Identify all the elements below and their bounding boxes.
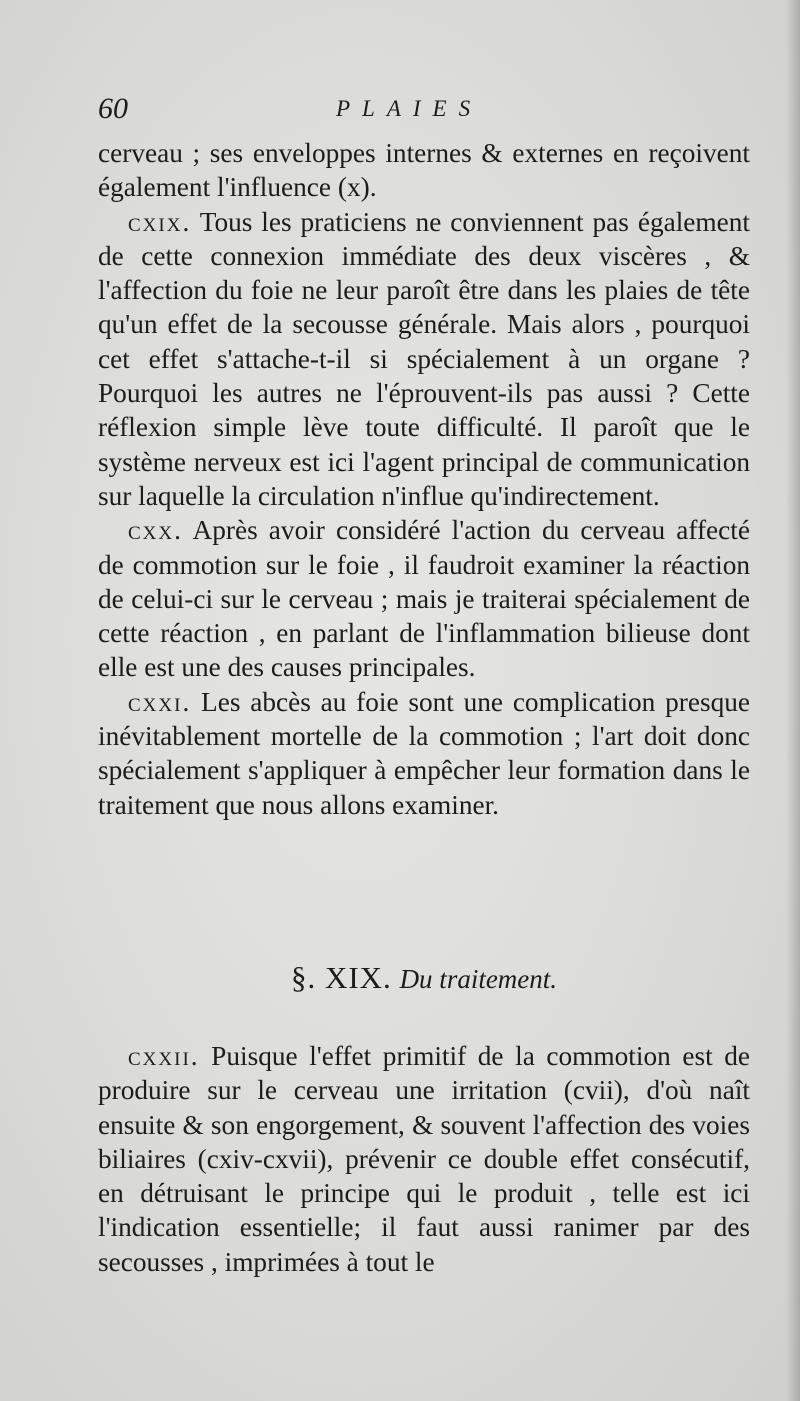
section-title: Du traitement. bbox=[399, 964, 558, 994]
paragraph-cxxi bbox=[98, 685, 750, 822]
paragraph-text: Tous les praticiens ne conviennent pas également de cette connexion immédiate des deux viscères , & l'affection du foie ne leur paroît être dans les plaies de tête qu'un effet de la secousse générale. Mais alors , pourquoi cet effet s'attache-t-il si spécialement à un organe ? Pourquoi les autres ne l'éprouvent-ils pas aussi ? Cette réflexion simple lève toute difficulté. Il paroît que le système nerveux est ici l'agent principal de communication sur laquelle la circulation n'influe qu'indirectement. bbox=[98, 206, 750, 511]
page-number: 60 bbox=[98, 92, 128, 125]
paragraph-text: Après avoir considéré l'action du cerveau affecté de commotion sur le foie , il faudroit examiner la réaction de celui-ci sur le cerveau ; mais je traiterai spécialement de cette réaction , en parlant de l'inflammation bilieuse dont elle est une des causes principales. bbox=[98, 515, 750, 683]
page-edge-shadow bbox=[786, 0, 800, 1401]
body-text-bottom bbox=[98, 1039, 750, 1279]
paragraph-number: cxix. bbox=[128, 206, 192, 237]
paragraph-text: Les abcès au foie sont une complication presque inévitablement mortelle de la commotion ; l'art doit donc spécialement s'appliquer à empêcher leur formation dans le traitement que nous allons examiner. bbox=[98, 686, 750, 820]
paragraph-text: Puisque l'effet primitif de la commotion est de produire sur le cerveau une irritation (cvii), d'où naît ensuite & son engorgement, & souvent l'affection des voies biliaires (cxiv-cxvii), prévenir ce double effet consécutif, en détruisant le principe qui le produit , telle est ici l'indication essentielle; il faut aussi ranimer par des secousses , imprimées à tout le bbox=[98, 1041, 750, 1277]
page-header bbox=[98, 92, 750, 126]
section-number: §. XIX. bbox=[290, 960, 392, 995]
paragraph-number: cxx. bbox=[128, 515, 183, 546]
section-heading bbox=[98, 960, 750, 996]
paragraph-number: cxxi. bbox=[128, 686, 192, 717]
paragraph-number: cxxii. bbox=[128, 1041, 200, 1071]
paragraph-cxx bbox=[98, 513, 750, 684]
paragraph-continuation bbox=[98, 136, 750, 205]
body-text-top bbox=[98, 136, 750, 822]
running-head: PLAIES bbox=[336, 96, 483, 121]
paragraph-cxix bbox=[98, 205, 750, 514]
paragraph-text: cerveau ; ses enveloppes internes & externes en reçoivent également l'influence (x). bbox=[98, 138, 750, 203]
paragraph-cxxii bbox=[98, 1039, 750, 1279]
